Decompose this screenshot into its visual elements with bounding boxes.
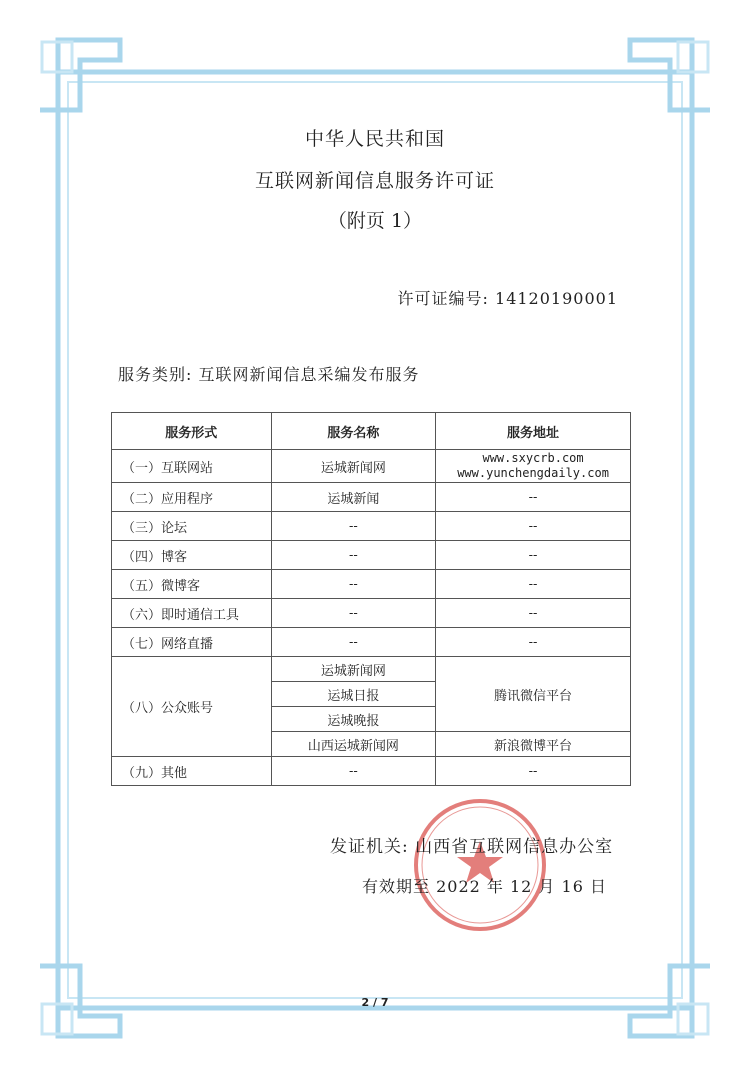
account-name: 运城日报 [271, 682, 436, 707]
row-address: -- [436, 541, 631, 570]
row-name: -- [271, 512, 436, 541]
table-row [112, 450, 631, 483]
account-name: 运城晚报 [271, 707, 436, 732]
license-label: 许可证编号: [397, 289, 489, 308]
row-name: 运城新闻网 [271, 450, 436, 483]
service-category [118, 362, 420, 385]
row-form: （七）网络直播 [112, 628, 272, 657]
header-name: 服务名称 [271, 413, 436, 450]
official-seal [410, 795, 550, 935]
service-table [111, 412, 631, 786]
row-form: （四）博客 [112, 541, 272, 570]
header-address: 服务地址 [436, 413, 631, 450]
issuing-authority: 发证机关: 山西省互联网信息办公室 [330, 837, 614, 857]
row-name: 运城新闻 [271, 483, 436, 512]
table-row [112, 541, 631, 570]
address-line: www.sxycrb.com [482, 451, 584, 465]
account-name: 山西运城新闻网 [271, 732, 436, 757]
title-line2: 互联网新闻信息服务许可证 [254, 170, 495, 192]
table-header-row [112, 413, 631, 450]
row-name: -- [271, 628, 436, 657]
row-address: -- [436, 570, 631, 599]
row-form: （二）应用程序 [112, 483, 272, 512]
row-form: （九）其他 [112, 757, 272, 786]
account-platform: 腾讯微信平台 [436, 657, 631, 732]
row-form: （五）微博客 [112, 570, 272, 599]
table-row [112, 483, 631, 512]
row-address: -- [436, 599, 631, 628]
table-row [112, 512, 631, 541]
table-row [112, 599, 631, 628]
row-address: -- [436, 628, 631, 657]
account-platform: 新浪微博平台 [436, 732, 631, 757]
row-address: -- [436, 512, 631, 541]
row-name: -- [271, 541, 436, 570]
row-form: （八）公众账号 [112, 657, 272, 757]
table-row [112, 757, 631, 786]
address-line: www.yunchengdaily.com [457, 466, 609, 480]
row-address: -- [436, 483, 631, 512]
row-name: -- [271, 570, 436, 599]
license-value: 14120190001 [495, 289, 618, 308]
table-row [112, 657, 631, 682]
row-form: （一）互联网站 [112, 450, 272, 483]
validity-date: 有效期至 2022 年 12 月 16 日 [362, 877, 607, 896]
row-address [436, 450, 631, 483]
row-form: （六）即时通信工具 [112, 599, 272, 628]
category-value: 互联网新闻信息采编发布服务 [198, 365, 420, 384]
page-number: 2 / 7 [361, 996, 389, 1009]
row-form: （三）论坛 [112, 512, 272, 541]
category-label: 服务类别: [118, 365, 193, 384]
row-name: -- [271, 757, 436, 786]
title-line3: （附页 1） [327, 210, 423, 232]
title-line1: 中华人民共和国 [304, 128, 445, 150]
table-row [112, 628, 631, 657]
header-form: 服务形式 [112, 413, 272, 450]
row-name: -- [271, 599, 436, 628]
table-row [112, 570, 631, 599]
row-address: -- [436, 757, 631, 786]
license-number [398, 286, 618, 309]
account-name: 运城新闻网 [271, 657, 436, 682]
